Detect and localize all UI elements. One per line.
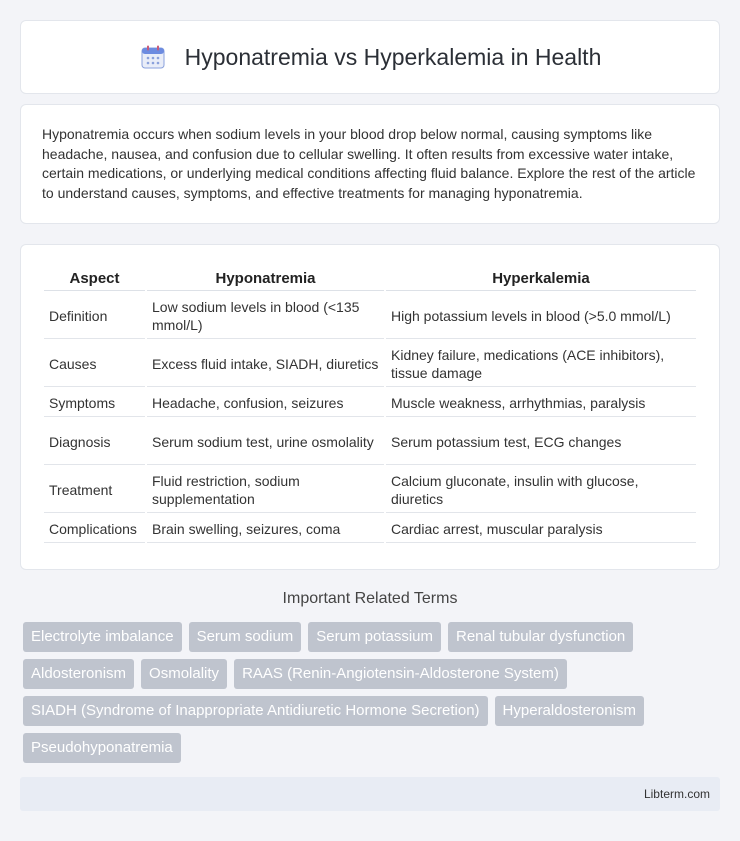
cell-hyperkalemia: Cardiac arrest, muscular paralysis <box>386 515 696 543</box>
cell-hyponatremia: Brain swelling, seizures, coma <box>147 515 384 543</box>
cell-aspect: Symptoms <box>44 389 145 417</box>
related-term-tag[interactable]: Serum sodium <box>189 622 302 652</box>
header-aspect: Aspect <box>44 267 145 291</box>
cell-hyperkalemia: Serum potassium test, ECG changes <box>386 419 696 465</box>
cell-aspect: Complications <box>44 515 145 543</box>
title-card <box>20 20 720 94</box>
cell-hyperkalemia: Calcium gluconate, insulin with glucose, diuretics <box>386 467 696 513</box>
cell-hyponatremia: Excess fluid intake, SIADH, diuretics <box>147 341 384 387</box>
related-term-tag[interactable]: Hyperaldosteronism <box>495 696 644 726</box>
cell-hyponatremia: Fluid restriction, sodium supplementation <box>147 467 384 513</box>
related-term-tag[interactable]: Aldosteronism <box>23 659 134 689</box>
cell-hyponatremia: Serum sodium test, urine osmolality <box>147 419 384 465</box>
table-header-row <box>44 267 696 291</box>
comparison-table <box>42 265 698 545</box>
cell-hyponatremia: Headache, confusion, seizures <box>147 389 384 417</box>
header-hyponatremia: Hyponatremia <box>147 267 384 291</box>
cell-aspect: Causes <box>44 341 145 387</box>
cell-aspect: Treatment <box>44 467 145 513</box>
related-terms-list <box>23 622 723 763</box>
comparison-card <box>20 244 720 570</box>
related-term-tag[interactable]: RAAS (Renin-Angiotensin-Aldosterone System) <box>234 659 567 689</box>
related-term-tag[interactable]: Electrolyte imbalance <box>23 622 182 652</box>
cell-aspect: Definition <box>44 293 145 339</box>
related-term-tag[interactable]: Pseudohyponatremia <box>23 733 181 763</box>
header-hyperkalemia: Hyperkalemia <box>386 267 696 291</box>
calendar-icon <box>139 43 167 71</box>
cell-hyponatremia: Low sodium levels in blood (<135 mmol/L) <box>147 293 384 339</box>
table-row <box>44 419 696 465</box>
title-wrap <box>139 43 602 71</box>
table-row <box>44 293 696 339</box>
intro-card <box>20 104 720 224</box>
related-terms-title: Important Related Terms <box>282 590 458 607</box>
cell-hyperkalemia: Muscle weakness, arrhythmias, paralysis <box>386 389 696 417</box>
cell-hyperkalemia: Kidney failure, medications (ACE inhibitors), tissue damage <box>386 341 696 387</box>
related-term-tag[interactable]: Osmolality <box>141 659 227 689</box>
cell-hyperkalemia: High potassium levels in blood (>5.0 mmol/L) <box>386 293 696 339</box>
footer-site-link[interactable]: Libterm.com <box>643 787 710 801</box>
table-row <box>44 467 696 513</box>
page-title: Hyponatremia vs Hyperkalemia in Health <box>184 43 602 70</box>
related-term-tag[interactable]: Renal tubular dysfunction <box>448 622 633 652</box>
intro-paragraph: Hyponatremia occurs when sodium levels in your blood drop below normal, causing symptoms like headache, nausea, and confusion due to cellular swelling. It often results from excessive water intake, certain medications, or underlying medical conditions affecting fluid balance. Explore the rest of the article to understand causes, symptoms, and effective treatments for managing hyponatremia. <box>42 126 696 201</box>
cell-aspect: Diagnosis <box>44 419 145 465</box>
related-term-tag[interactable]: SIADH (Syndrome of Inappropriate Antidiuretic Hormone Secretion) <box>23 696 488 726</box>
footer <box>20 777 720 811</box>
table-row <box>44 389 696 417</box>
related-term-tag[interactable]: Serum potassium <box>308 622 441 652</box>
table-row <box>44 341 696 387</box>
table-row <box>44 515 696 543</box>
